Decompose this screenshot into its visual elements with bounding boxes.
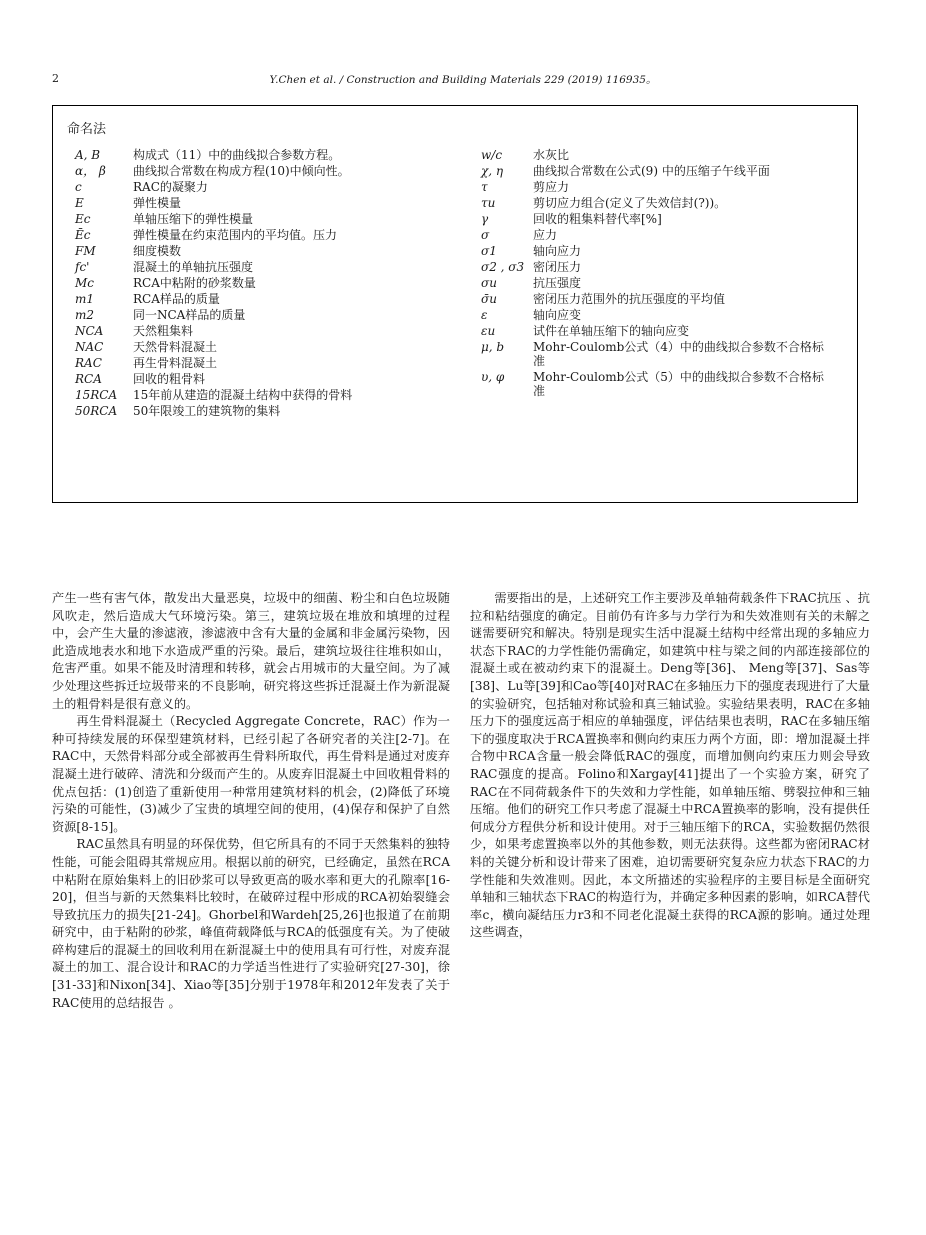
nomenclature-definition: 弹性模量在约束范围内的平均值。压力 (133, 228, 338, 242)
body-paragraph: RAC虽然具有明显的环保优势，但它所具有的不同于天然集料的独特性能，可能会阻碍其常规应用。根据以前的研究，已经确定，虽然在RCA中粘附在原始集料上的旧砂浆可以导致更高的吸水率和更大的孔隙率[16-20]，但当与新的天然集料比较时，在破碎过程中形成的RCA初始裂缝会导致抗压力的损失[21-24]。Ghorbel和Wardeh[25,26]也报道了在前期研究中，由于粘附的砂浆，峰值荷载降低与RCA的低强度有关。为了使破碎构建后的混凝土的回收利用在新混凝土中的使用具有可行性，对废弃混凝土的加工、混合设计和RAC的力学适当性进行了实验研究[27-30]，徐[31-33]和Nixon[34]、Xiao等[35]分别于1978年和2012年发表了关于RAC使用的总结报告 。 (52, 837, 450, 1010)
nomenclature-definition: 天然粗集料 (133, 324, 194, 338)
nomenclature-entry (481, 164, 831, 178)
nomenclature-entry (481, 340, 831, 368)
nomenclature-definition: 剪切应力组合(定义了失效信封(?))。 (533, 196, 727, 210)
nomenclature-entry (75, 244, 365, 258)
nomenclature-symbol: m1 (75, 292, 95, 306)
nomenclature-definition: 构成式（11）中的曲线拟合参数方程。 (133, 148, 341, 162)
nomenclature-symbol: m2 (75, 308, 95, 322)
nomenclature-definition: 单轴压缩下的弹性模量 (133, 212, 254, 226)
nomenclature-entry (75, 372, 365, 386)
nomenclature-entry (481, 370, 831, 398)
nomenclature-definition: 再生骨料混凝土 (133, 356, 218, 370)
nomenclature-entry (75, 356, 365, 370)
nomenclature-entry (481, 180, 831, 194)
nomenclature-definition: 15年前从建造的混凝土结构中获得的骨料 (133, 388, 353, 402)
nomenclature-definition: 回收的粗集料替代率[%] (533, 212, 662, 226)
nomenclature-definition: RCA中粘附的砂浆数量 (133, 276, 256, 290)
nomenclature-symbol: Mc (75, 276, 95, 290)
body-paragraph: 再生骨料混凝土（Recycled Aggregate Concrete，RAC）作为一种可持续发展的环保型建筑材料，已经引起了各研究者的关注[2-7]。在RAC中，天然骨料部分或全部被再生骨料所取代，再生骨料是通过对废弃混凝土进行破碎、清洗和分级而产生的。从废弃旧混凝土中回收粗骨料的优点包括：(1)创造了重新使用一种常用建筑材料的机会，(2)降低了环境污染的可能性，(3)减少了宝贵的填埋空间的使用，(4)保存和保护了自然资源[8-15]。 (52, 714, 450, 834)
nomenclature-entry (481, 324, 831, 338)
nomenclature-right-column (481, 148, 831, 400)
nomenclature-definition: 水灰比 (533, 148, 570, 162)
nomenclature-symbol: 15RCA (75, 388, 118, 402)
nomenclature-definition: 回收的粗骨料 (133, 372, 206, 386)
nomenclature-symbol: γ (481, 212, 489, 226)
nomenclature-symbol: σ1 (481, 244, 497, 258)
nomenclature-entry (75, 148, 365, 162)
nomenclature-symbol: Ec (75, 212, 91, 226)
nomenclature-entry (75, 196, 365, 210)
nomenclature-entry (481, 244, 831, 258)
nomenclature-symbol: σ (481, 228, 490, 242)
nomenclature-definition: 50年限竣工的建筑物的集料 (133, 404, 281, 418)
nomenclature-symbol: τ (481, 180, 488, 194)
nomenclature-symbol: χ, η (481, 164, 504, 178)
nomenclature-title: 命名法 (67, 122, 107, 137)
nomenclature-symbol: A, B (75, 148, 101, 162)
nomenclature-symbol: NCA (75, 324, 104, 338)
nomenclature-symbol: E (75, 196, 84, 210)
nomenclature-left-column (75, 148, 365, 420)
nomenclature-entry (481, 292, 831, 306)
nomenclature-entry (75, 308, 365, 322)
nomenclature-definition: Mohr-Coulomb公式（4）中的曲线拟合参数不合格标准 (533, 340, 824, 368)
nomenclature-entry (481, 212, 831, 226)
nomenclature-symbol: Ēc (75, 228, 91, 242)
nomenclature-entry (481, 276, 831, 290)
nomenclature-entry (75, 180, 365, 194)
nomenclature-entry (75, 324, 365, 338)
nomenclature-entry (75, 292, 365, 306)
nomenclature-entry (75, 212, 365, 226)
journal-citation: Y.Chen et al. / Construction and Building Materials 229 (2019) 116935。 (269, 74, 657, 86)
nomenclature-symbol: w/c (481, 148, 503, 162)
nomenclature-symbol: RAC (75, 356, 102, 370)
body-paragraph: 需要指出的是，上述研究工作主要涉及单轴荷载条件下RAC抗压 、抗拉和粘结强度的确定。目前仍有许多与力学行为和失效准则有关的未解之谜需要研究和解决。特别是现实生活中混凝土结构中经常出现的多轴应力状态下RAC的力学性能仍需确定，如建筑中柱与梁之间的内部连接部位的混凝土或在被动约束下的混凝土。Deng等[36]、 Meng等[37]、Sas等[38]、Lu等[39]和Cao等[40]对RAC在多轴压力下的强度表现进行了大量的实验研究，包括轴对称试验和真三轴试验。实验结果表明，RAC在多轴压力下的强度远高于相应的单轴强度，评估结果也表明，RAC在多轴压缩下的强度取决于RCA置换率和侧向约束压力两个方面，即：增加混凝土拌合物中RCA含量一般会降低RAC的强度，而增加侧向约束压力则会导致RAC强度的提高。Folino和Xargay[41]提出了一个实验方案，研究了RAC在不同荷载条件下的失效和力学性能，如单轴压缩、劈裂拉伸和三轴压缩。他们的研究工作只考虑了混凝土中RCA置换率的影响，没有提供任何成分方程供分析和设计使用。对于三轴压缩下的RCA，实验数据仍然很少，如果考虑置换率以外的其他参数，则无法获得。这些都为密闭RAC材料的关键分析和设计带来了困难，迫切需要研究复杂应力状态下RAC的力学性能和失效准则。因此，本文所描述的实验程序的主要目标是全面研究单轴和三轴状态下RAC的构造行为，并确定多种因素的影响，如RCA替代率c，横向凝结压力r3和不同老化混凝土获得的RCA源的影响。通过处理这些调查， (470, 591, 870, 940)
nomenclature-entry (481, 196, 831, 210)
nomenclature-entry (75, 164, 365, 178)
nomenclature-entry (75, 340, 365, 354)
nomenclature-definition: RCA样品的质量 (133, 292, 220, 306)
nomenclature-symbol: RCA (75, 372, 102, 386)
nomenclature-definition: 弹性模量 (133, 196, 182, 210)
nomenclature-symbol: σu (481, 276, 497, 290)
nomenclature-symbol: FM (75, 244, 96, 258)
nomenclature-entry (481, 148, 831, 162)
nomenclature-definition: 细度模数 (133, 244, 182, 258)
nomenclature-definition: 轴向应变 (533, 308, 582, 322)
nomenclature-definition: 试件在单轴压缩下的轴向应变 (533, 324, 690, 338)
nomenclature-definition: 抗压强度 (533, 276, 582, 290)
nomenclature-entry (75, 228, 365, 242)
nomenclature-entry (75, 404, 365, 418)
nomenclature-entry (75, 388, 365, 402)
nomenclature-entry (481, 228, 831, 242)
nomenclature-definition: 剪应力 (533, 180, 570, 194)
nomenclature-symbol: fc' (75, 260, 90, 274)
nomenclature-symbol: c (75, 180, 82, 194)
nomenclature-entry (75, 260, 365, 274)
running-header (0, 72, 926, 88)
nomenclature-definition: 轴向应力 (533, 244, 582, 258)
nomenclature-definition: RAC的凝聚力 (133, 180, 208, 194)
nomenclature-symbol: υ, φ (481, 370, 505, 384)
body-paragraph: 产生一些有害气体，散发出大量恶臭，垃圾中的细菌、粉尘和白色垃圾随风吹走，然后造成大气环境污染。第三，建筑垃圾在堆放和填埋的过程中，会产生大量的渗滤液，渗滤液中含有大量的金属和非金属污染物，因此造成地表水和地下水造成严重的污染。最后，建筑垃圾往往堆积如山，危害严重。如果不能及时清理和转移，就会占用城市的大量空间。为了减少处理这些拆迁垃圾带来的不良影响，研究将这些拆迁混凝土作为新混凝土的粗骨料是很有意义的。 (52, 591, 450, 711)
nomenclature-symbol: εu (481, 324, 496, 338)
nomenclature-entry (481, 308, 831, 322)
body-left-column (52, 590, 450, 1012)
nomenclature-definition: 密闭压力 (533, 260, 582, 274)
nomenclature-symbol: σ̄u (481, 292, 497, 306)
nomenclature-box (52, 105, 858, 503)
nomenclature-definition: 混凝土的单轴抗压强度 (133, 260, 254, 274)
nomenclature-definition: 天然骨料混凝土 (133, 340, 218, 354)
nomenclature-entry (75, 276, 365, 290)
nomenclature-definition: 密闭压力范围外的抗压强度的平均值 (533, 292, 726, 306)
nomenclature-symbol: NAC (75, 340, 104, 354)
nomenclature-symbol: μ, b (481, 340, 505, 354)
nomenclature-definition: 曲线拟合常数在构成方程(10)中倾向性。 (133, 164, 350, 178)
nomenclature-symbol: σ2 , σ3 (481, 260, 525, 274)
nomenclature-definition: 同一NCA样品的质量 (133, 308, 246, 322)
nomenclature-definition: 应力 (533, 228, 558, 242)
nomenclature-symbol: ε (481, 308, 488, 322)
nomenclature-definition: Mohr-Coulomb公式（5）中的曲线拟合参数不合格标准 (533, 370, 824, 398)
nomenclature-definition: 曲线拟合常数在公式(9) 中的压缩子午线平面 (533, 164, 770, 178)
page-number: 2 (52, 72, 59, 85)
nomenclature-symbol: 50RCA (75, 404, 118, 418)
nomenclature-symbol: α， β (75, 164, 106, 178)
nomenclature-symbol: τu (481, 196, 496, 210)
body-right-column (470, 590, 870, 942)
nomenclature-entry (481, 260, 831, 274)
